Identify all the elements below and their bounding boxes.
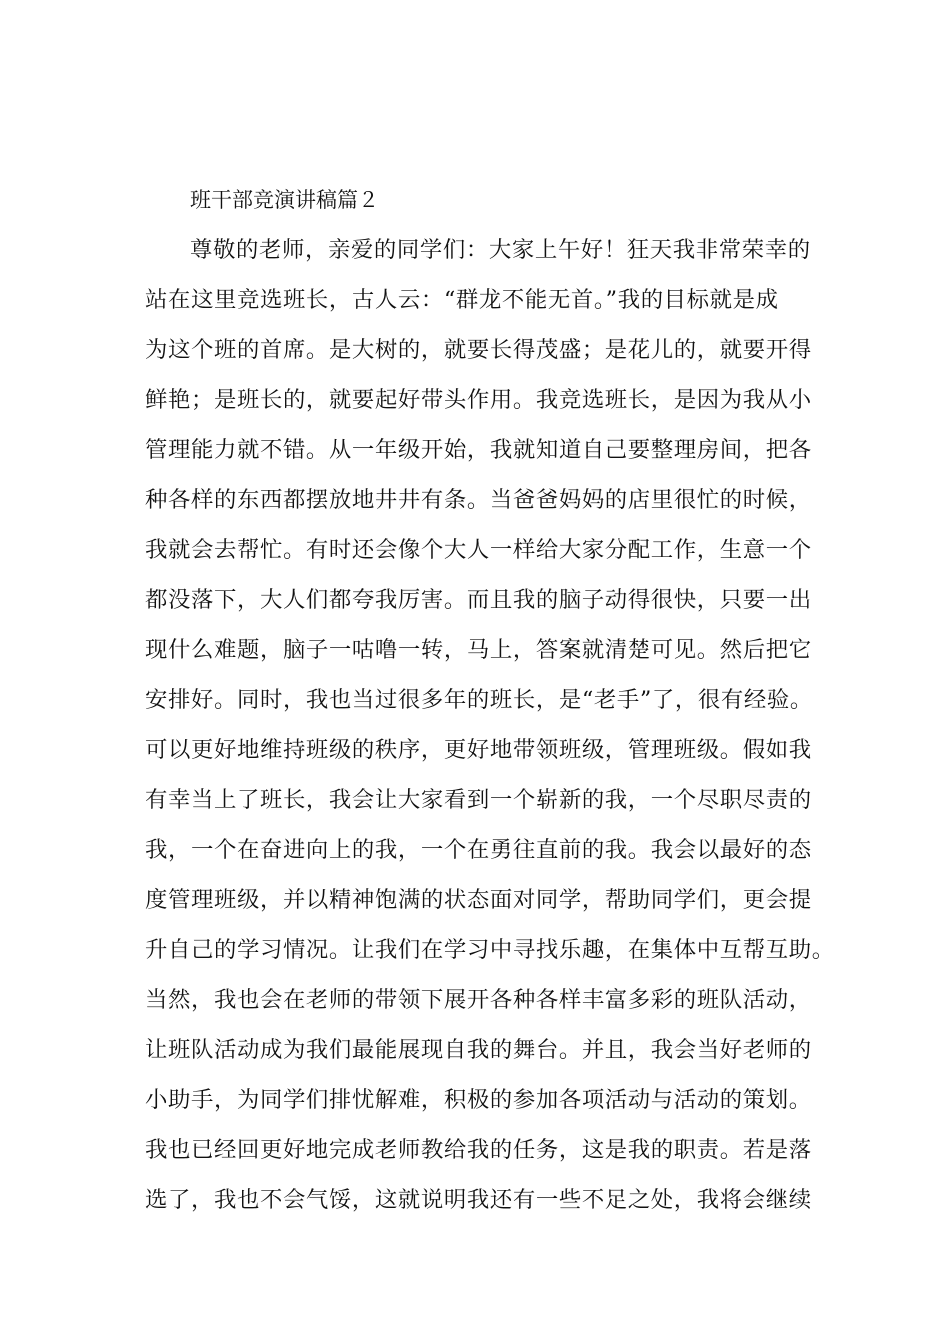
paragraph-line: 都没落下，大人们都夸我厉害。而且我的脑子动得很快，只要一出 — [145, 587, 812, 613]
paragraph-line: 种各样的东西都摆放地井井有条。当爸爸妈妈的店里很忙的时候， — [145, 487, 812, 513]
paragraph-line: 管理能力就不错。从一年级开始，我就知道自己要整理房间，把各 — [145, 437, 812, 463]
paragraph-line: 有幸当上了班长，我会让大家看到一个崭新的我，一个尽职尽责的 — [145, 787, 812, 813]
document-title: 班干部竞演讲稿篇２ — [190, 188, 379, 212]
paragraph-line: 现什么难题，脑子一咕噜一转，马上，答案就清楚可见。然后把它 — [145, 637, 812, 663]
paragraph-line: 小助手，为同学们排忧解难，积极的参加各项活动与活动的策划。 — [145, 1087, 812, 1113]
paragraph-line: 站在这里竞选班长，古人云：“群龙不能无首。”我的目标就是成 — [145, 287, 779, 313]
paragraph-line: 安排好。同时，我也当过很多年的班长，是“老手”了，很有经验。 — [145, 687, 813, 713]
paragraph-line: 选了，我也不会气馁，这就说明我还有一些不足之处，我将会继续 — [145, 1187, 812, 1213]
paragraph-line: 让班队活动成为我们最能展现自我的舞台。并且，我会当好老师的 — [145, 1037, 812, 1063]
paragraph-line: 鲜艳；是班长的，就要起好带头作用。我竞选班长，是因为我从小 — [145, 387, 812, 413]
paragraph-line: 度管理班级，并以精神饱满的状态面对同学，帮助同学们，更会提 — [145, 887, 812, 913]
paragraph-line: 我也已经回更好地完成老师教给我的任务，这是我的职责。若是落 — [145, 1137, 812, 1163]
paragraph-line: 尊敬的老师，亲爱的同学们：大家上午好！狂天我非常荣幸的 — [190, 237, 811, 263]
paragraph-line: 我，一个在奋进向上的我，一个在勇往直前的我。我会以最好的态 — [145, 837, 812, 863]
paragraph-line: 我就会去帮忙。有时还会像个大人一样给大家分配工作，生意一个 — [145, 537, 812, 563]
paragraph-line: 升自己的学习情况。让我们在学习中寻找乐趣，在集体中互帮互助。 — [145, 937, 835, 963]
paragraph-line: 可以更好地维持班级的秩序，更好地带领班级，管理班级。假如我 — [145, 737, 812, 763]
paragraph-line: 为这个班的首席。是大树的，就要长得茂盛；是花儿的，就要开得 — [145, 337, 812, 363]
paragraph-line: 当然，我也会在老师的带领下展开各种各样丰富多彩的班队活动， — [145, 987, 812, 1013]
